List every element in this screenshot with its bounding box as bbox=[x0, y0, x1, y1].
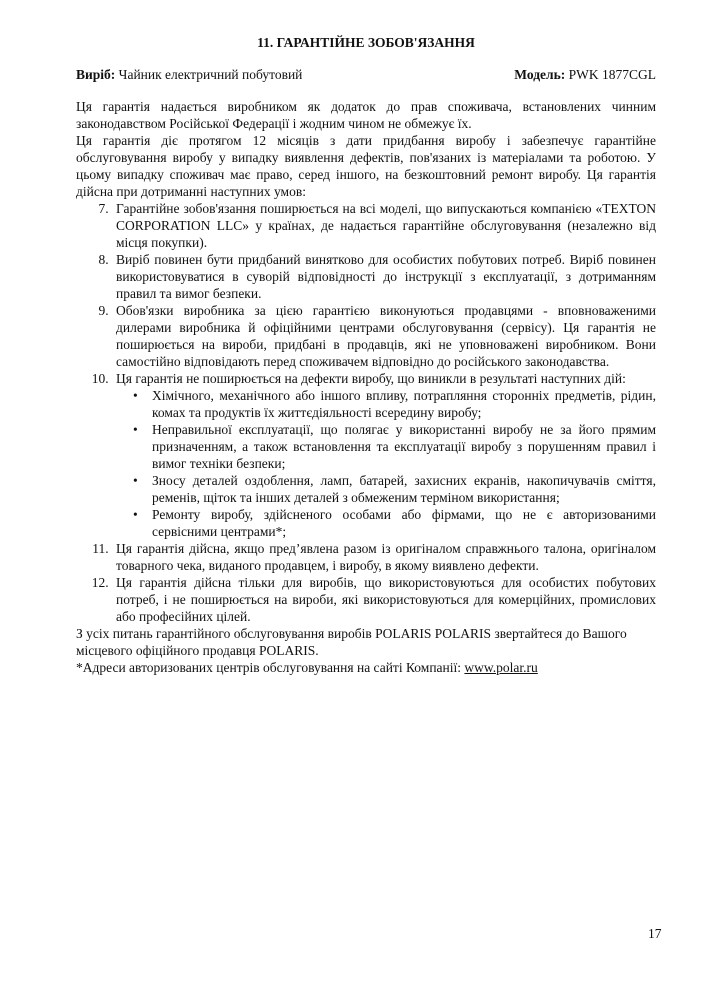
exclusion-item: • Ремонту виробу, здійсненого особами або фірмами, що не є авторизованими сервісними центрами*; bbox=[152, 506, 656, 540]
condition-item bbox=[112, 302, 656, 370]
model-label: Модель: bbox=[514, 67, 566, 82]
intro-paragraph: Ця гарантія надається виробником як додаток до прав споживача, встановлених чинним законодавством Російської Федерації і жодним чином не обмежує їх. bbox=[76, 99, 656, 131]
product-meta bbox=[76, 66, 656, 83]
warranty-body bbox=[76, 98, 656, 676]
condition-text: Ця гарантія дійсна, якщо пред’явлена разом із оригіналом справжнього талона, оригіналом товарного чека, виданого продавцем, і виробу, в якому виявлено дефекти. bbox=[116, 541, 656, 573]
condition-item bbox=[112, 251, 656, 302]
product-info bbox=[76, 66, 302, 83]
condition-item bbox=[112, 540, 656, 574]
exclusion-item: • Неправильної експлуатації, що полягає у використанні виробу не за його прямим призначенням, а також встановлення та експлуатації виробу з порушенням правил і вимог техніки безпеки; bbox=[152, 421, 656, 472]
intro-paragraph: Ця гарантія діє протягом 12 місяців з дати придбання виробу і забезпечує гарантійне обслуговування виробу у випадку виявлення дефектів, пов'язаних із матеріалами та роботою. У цьому випадку споживач має право, серед іншого, на безкоштовний ремонт виробу. Ця гарантія дійсна при дотриманні наступних умов: bbox=[76, 133, 656, 199]
exclusion-item: • Хімічного, механічного або іншого впливу, потрапляння сторонніх предметів, рідин, комах та продуктів їх життєдіяльності всередину виробу; bbox=[152, 387, 656, 421]
product-label: Виріб: bbox=[76, 67, 116, 82]
page-number: 17 bbox=[648, 926, 662, 941]
footnote bbox=[76, 659, 656, 676]
contact-paragraph: З усіх питань гарантійного обслуговування виробів POLARIS POLARIS звертайтеся до Вашого місцевого офіційного продавця POLARIS. bbox=[76, 626, 627, 658]
model-value: PWK 1877CGL bbox=[568, 67, 656, 82]
condition-text: Ця гарантія не поширюється на дефекти виробу, що виникли в результаті наступних дій: bbox=[116, 371, 626, 386]
condition-text: Ця гарантія дійсна тільки для виробів, що використовуються для особистих побутових потреб, і не поширюється на вироби, які використовуються для комерційних, промислових або професійних цілей. bbox=[116, 575, 656, 624]
product-value: Чайник електричний побутовий bbox=[118, 67, 303, 82]
condition-text: Виріб повинен бути придбаний винятково для особистих побутових потреб. Виріб повинен використовуватися в суворій відповідності до інструкції з експлуатації, з дотриманням правил та вимог безпеки. bbox=[116, 252, 656, 301]
warranty-content bbox=[76, 34, 656, 676]
exclusions-list bbox=[116, 387, 656, 540]
condition-item bbox=[112, 200, 656, 251]
model-info bbox=[514, 66, 656, 83]
conditions-list bbox=[76, 200, 656, 625]
page-title: 11. ГАРАНТІЙНЕ ЗОБОВ'ЯЗАННЯ bbox=[257, 35, 475, 50]
footnote-text: *Адреси авторизованих центрів обслуговування на сайті Компанії: bbox=[76, 660, 465, 675]
condition-item bbox=[112, 370, 656, 540]
exclusion-item: • Зносу деталей оздоблення, ламп, батарей, захисних екранів, накопичувачів сміття, ременів, щіток та інших деталей з обмеженим терміном використання; bbox=[152, 472, 656, 506]
condition-item bbox=[112, 574, 656, 625]
condition-text: Обов'язки виробника за цією гарантією виконуються продавцями - вповноваженими дилерами виробника й офіційними центрами обслуговування (сервісу). Ця гарантія не поширюється на вироби, придбані в продавців, які не уповноважені виробником. Вони самостійно відповідають перед споживачем відповідно до російського законодавства. bbox=[116, 303, 656, 369]
condition-text: Гарантійне зобов'язання поширюється на всі моделі, що випускаються компанією «TEXTON CORPORATION LLC» у країнах, де надається гарантійне обслуговування (незалежно від місця покупки). bbox=[116, 201, 656, 250]
website-link[interactable]: www.polar.ru bbox=[464, 660, 538, 675]
